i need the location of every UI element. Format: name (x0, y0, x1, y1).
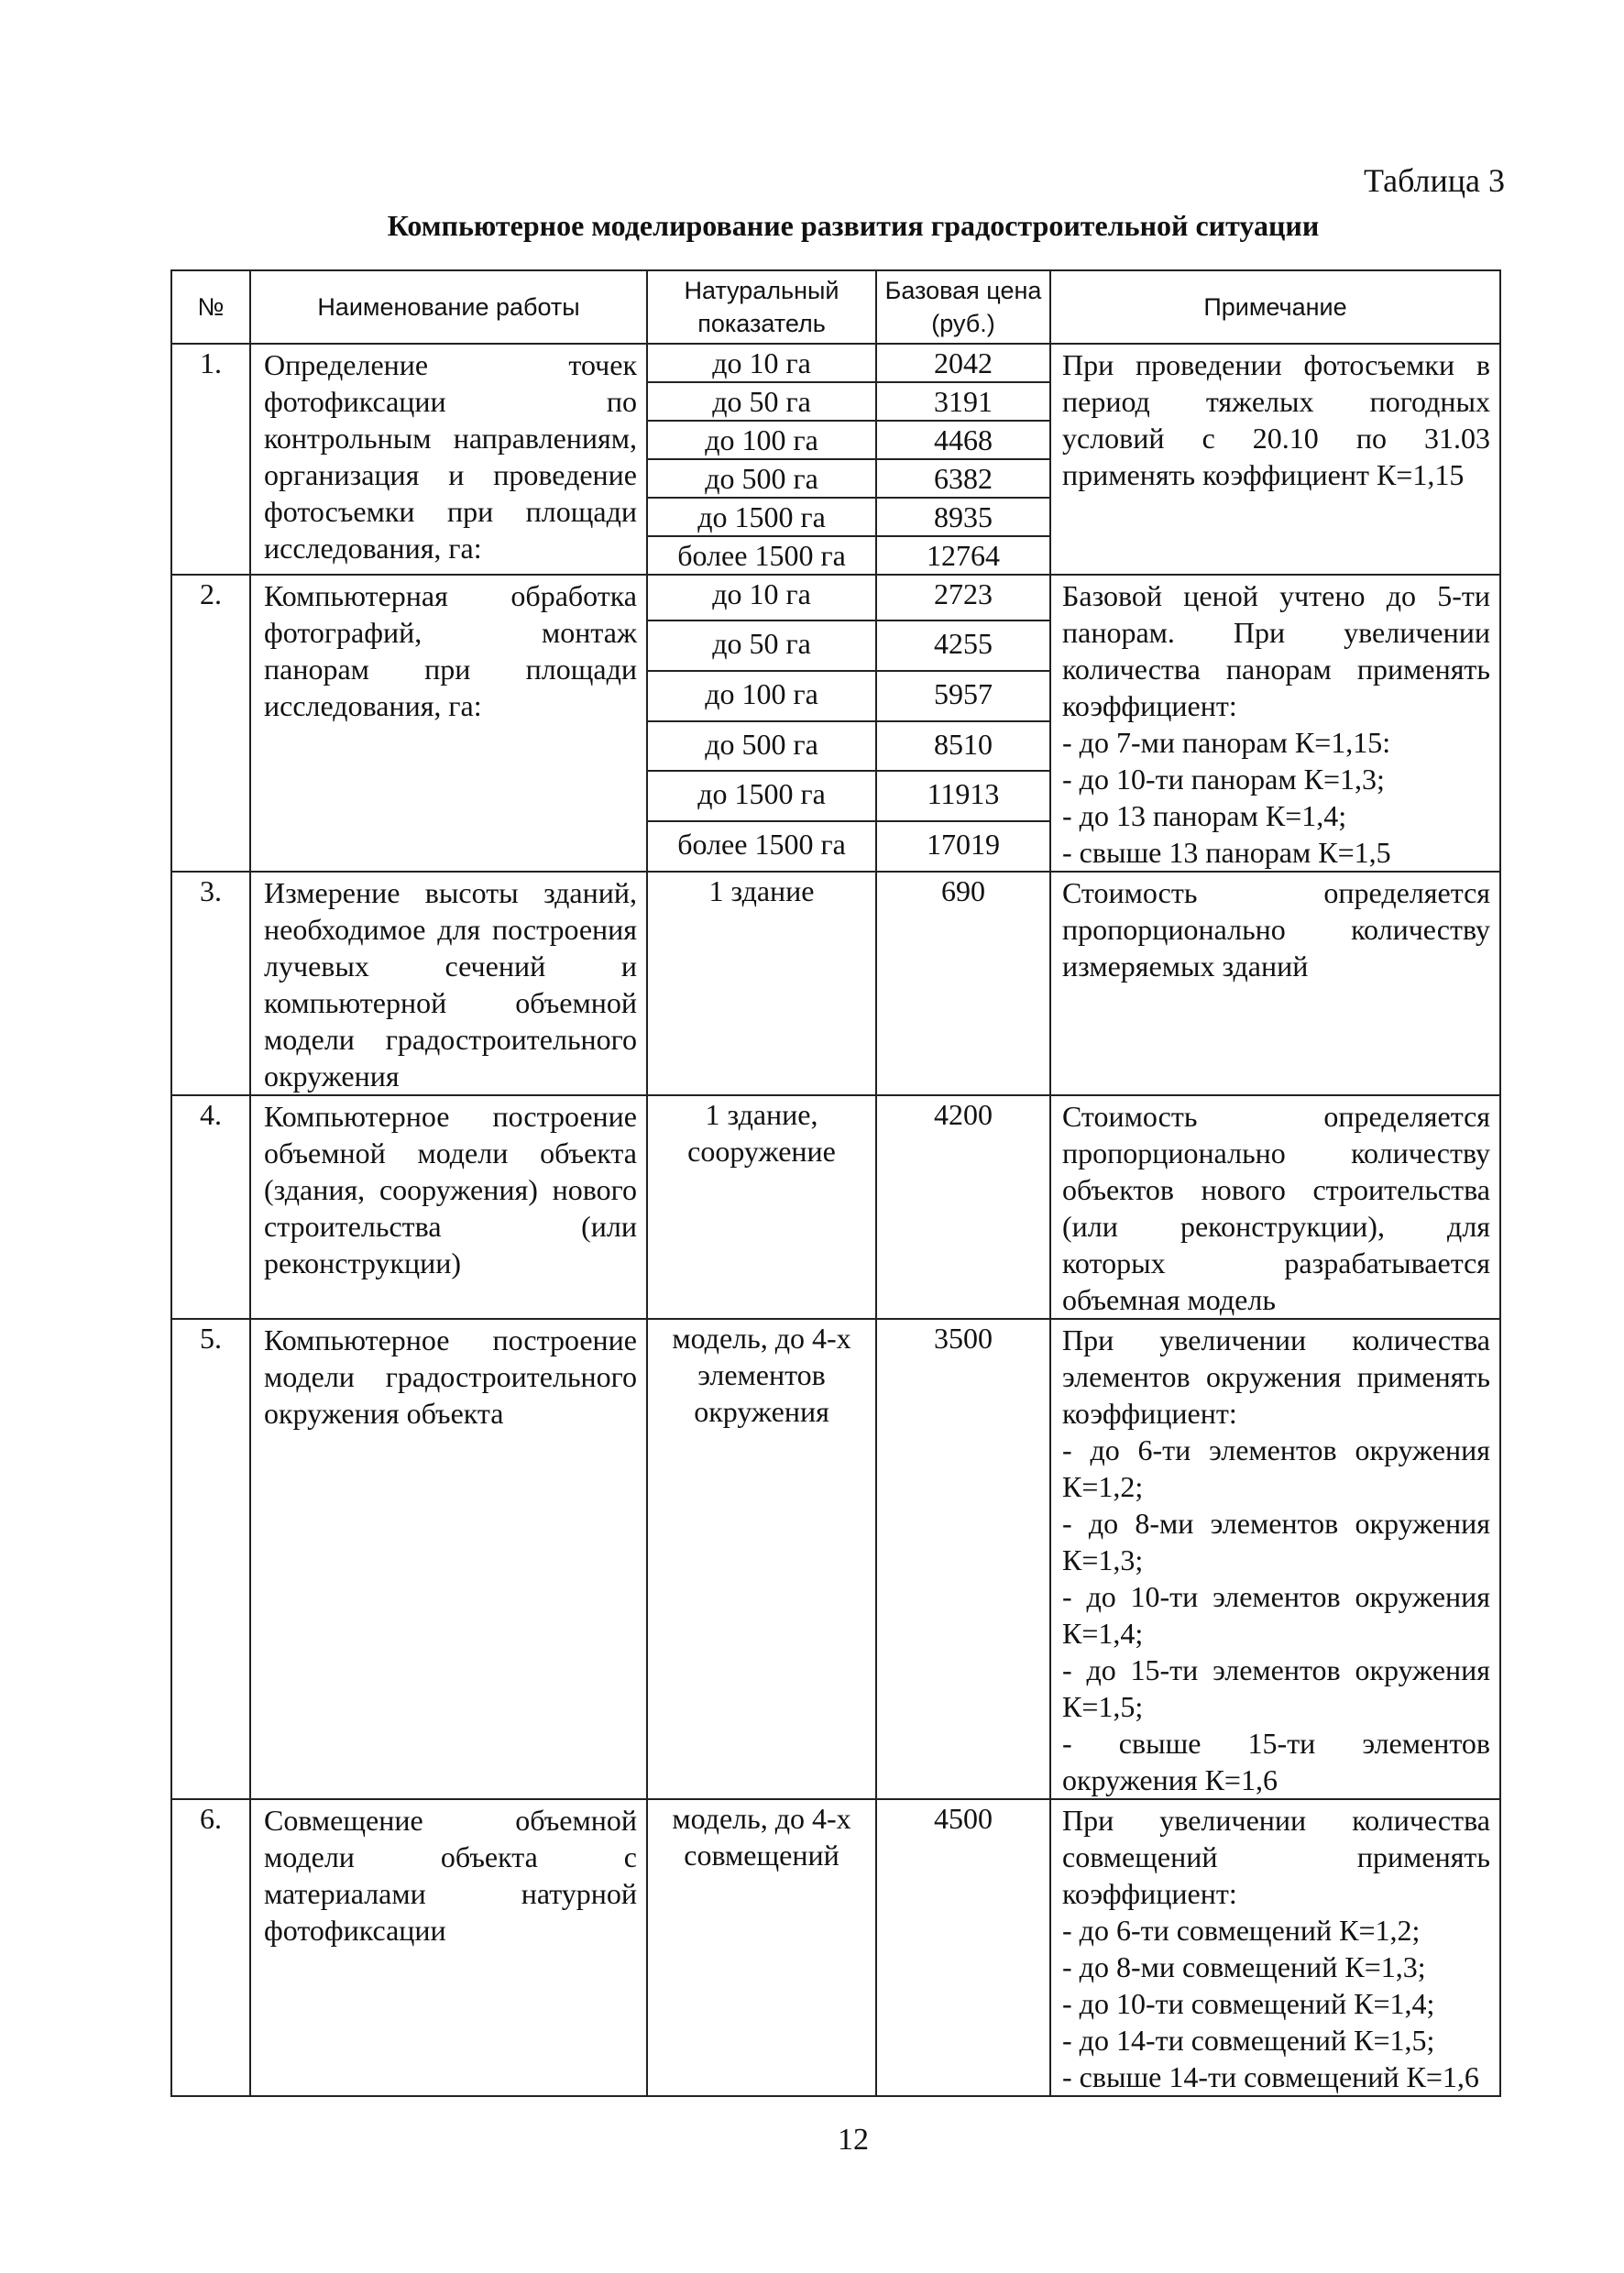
row-number: 5. (171, 1319, 250, 1799)
note-line: - до 6-ти элементов окружения К=1,2; (1062, 1433, 1490, 1503)
table-row (171, 575, 1500, 620)
table-row (171, 1799, 1500, 2096)
natural-value: до 10 га (647, 344, 876, 382)
natural-value: до 100 га (647, 671, 876, 721)
price-value: 4500 (876, 1799, 1050, 2096)
note (1050, 1799, 1500, 2096)
work-name: Определение точек фотофиксации по контрольным направлениям, организация и проведение фотосъемки при площади исследования, га: (250, 344, 647, 575)
note: Стоимость определяется пропорционально количеству объектов нового строительства (или реконструкции), для которых разрабатывается объемная модель (1050, 1095, 1500, 1319)
note-line: - до 8-ми совмещений К=1,3; (1062, 1950, 1426, 1983)
note-line: - до 10-ти элементов окружения К=1,4; (1062, 1580, 1490, 1650)
natural-value: 1 здание (647, 872, 876, 1095)
natural-value: модель, до 4-х элементов окружения (647, 1319, 876, 1799)
price-value: 3191 (876, 382, 1050, 421)
note-line: При увеличении количества элементов окружения применять коэффициент: (1062, 1323, 1490, 1430)
price-value: 690 (876, 872, 1050, 1095)
table-row (171, 1095, 1500, 1319)
work-name: Компьютерное построение модели градостроительного окружения объекта (250, 1319, 647, 1799)
price-table (170, 269, 1501, 2097)
note-line: - свыше 13 панорам К=1,5 (1062, 836, 1391, 869)
note-line: - до 13 панорам К=1,4; (1062, 799, 1347, 832)
natural-value: до 100 га (647, 421, 876, 459)
price-value: 2723 (876, 575, 1050, 620)
table-label: Таблица 3 (1364, 162, 1505, 199)
price-value: 4468 (876, 421, 1050, 459)
price-value: 8935 (876, 498, 1050, 536)
note-line: Базовой ценой учтено до 5-ти панорам. При увеличении количества панорам применять коэффициент: (1062, 579, 1490, 722)
price-value: 4255 (876, 620, 1050, 671)
table-row (171, 872, 1500, 1095)
note-line: При увеличении количества совмещений применять коэффициент: (1062, 1804, 1490, 1910)
table-header-row (171, 270, 1500, 344)
note-line: - свыше 15-ти элементов окружения К=1,6 (1062, 1727, 1490, 1796)
row-number: 4. (171, 1095, 250, 1319)
price-value: 6382 (876, 459, 1050, 498)
header-name: Наименование работы (250, 270, 647, 344)
note-line: - до 10-ти совмещений К=1,4; (1062, 1987, 1435, 2020)
natural-value: модель, до 4-х совмещений (647, 1799, 876, 2096)
table-title: Компьютерное моделирование развития градостроительной ситуации (387, 209, 1320, 242)
note: При проведении фотосъемки в период тяжелых погодных условий с 20.10 по 31.03 применять коэффициент К=1,15 (1050, 344, 1500, 575)
note-line: - свыше 14-ти совмещений К=1,6 (1062, 2060, 1479, 2093)
work-name: Компьютерная обработка фотографий, монтаж панорам при площади исследования, га: (250, 575, 647, 872)
note-line: - до 6-ти совмещений К=1,2; (1062, 1914, 1421, 1947)
page-number: 12 (838, 2123, 869, 2157)
row-number: 1. (171, 344, 250, 575)
row-number: 2. (171, 575, 250, 872)
row-number: 6. (171, 1799, 250, 2096)
header-num: № (171, 270, 250, 344)
natural-value: более 1500 га (647, 536, 876, 575)
note (1050, 575, 1500, 872)
price-value: 5957 (876, 671, 1050, 721)
price-value: 4200 (876, 1095, 1050, 1319)
natural-value: до 500 га (647, 459, 876, 498)
table-row (171, 344, 1500, 382)
note-line: - до 10-ти панорам К=1,3; (1062, 763, 1385, 796)
note (1050, 1319, 1500, 1799)
natural-value: до 50 га (647, 620, 876, 671)
note-line: - до 7-ми панорам К=1,15: (1062, 726, 1391, 759)
natural-value: до 1500 га (647, 771, 876, 821)
row-number: 3. (171, 872, 250, 1095)
note-line: - до 14-ти совмещений К=1,5; (1062, 2024, 1435, 2057)
work-name: Совмещение объемной модели объекта с материалами натурной фотофиксации (250, 1799, 647, 2096)
work-name: Компьютерное построение объемной модели объекта (здания, сооружения) нового строительства (или реконструкции) (250, 1095, 647, 1319)
natural-value: до 500 га (647, 721, 876, 772)
price-value: 17019 (876, 821, 1050, 872)
header-note: Примечание (1050, 270, 1500, 344)
work-name: Измерение высоты зданий, необходимое для построения лучевых сечений и компьютерной объемной модели градостроительного окружения (250, 872, 647, 1095)
natural-value: до 50 га (647, 382, 876, 421)
table-row (171, 1319, 1500, 1799)
price-value: 12764 (876, 536, 1050, 575)
note-line: - до 15-ти элементов окружения К=1,5; (1062, 1653, 1490, 1723)
note-line: - до 8-ми элементов окружения К=1,3; (1062, 1507, 1490, 1576)
price-value: 3500 (876, 1319, 1050, 1799)
natural-value: до 1500 га (647, 498, 876, 536)
header-natural: Натуральный показатель (647, 270, 876, 344)
price-value: 11913 (876, 771, 1050, 821)
natural-value: более 1500 га (647, 821, 876, 872)
price-value: 2042 (876, 344, 1050, 382)
note: Стоимость определяется пропорционально количеству измеряемых зданий (1050, 872, 1500, 1095)
natural-value: до 10 га (647, 575, 876, 620)
price-value: 8510 (876, 721, 1050, 772)
natural-value: 1 здание, сооружение (647, 1095, 876, 1319)
header-price: Базовая цена (руб.) (876, 270, 1050, 344)
